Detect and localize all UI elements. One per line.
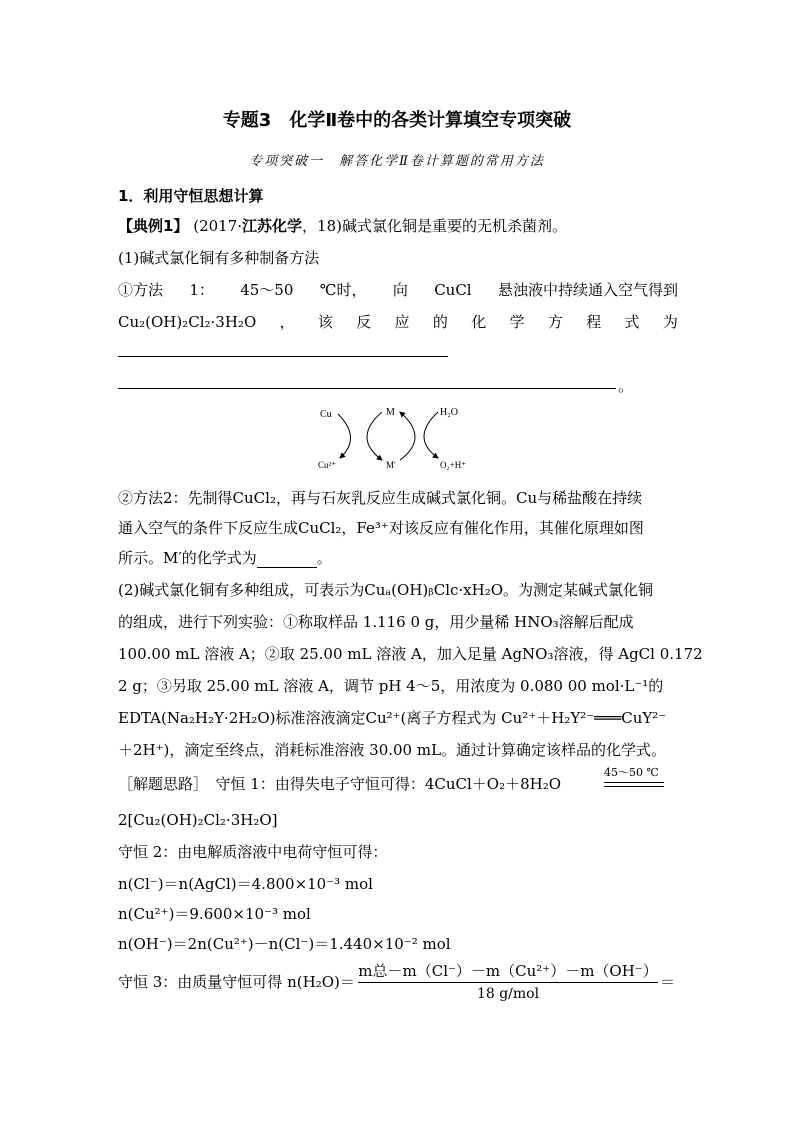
example-source-bold: 江苏化学: [242, 217, 303, 235]
method1-word: 向: [392, 281, 408, 299]
q2-line-2: 的组成，进行下列实验：①称取样品 1.116 0 g，用少量稀 HNO₃溶解后配成: [118, 613, 634, 631]
method1-word: ，: [279, 313, 295, 331]
n-cu: n(Cu²⁺)＝9.600×10⁻³ mol: [118, 905, 311, 923]
label-o2h: O₂+H⁺: [440, 460, 466, 470]
example-source-post: ，18)碱式氯化铜是重要的无机杀菌剂。: [302, 217, 567, 235]
method2-line-2: 通入空气的条件下反应生成CuCl₂，Fe³⁺对该反应有催化作用，其催化原理如图: [118, 519, 644, 537]
arrow-cu-to-cu2plus: [338, 414, 351, 458]
method1-word: 应: [394, 313, 410, 331]
method1-word: 该: [317, 313, 333, 331]
n-h2o: n(H₂O)＝: [287, 973, 355, 991]
label-h2o: H₂O: [440, 407, 458, 418]
reaction-condition: 45～50 ℃: [604, 766, 659, 779]
fraction-numerator: m总－m（Cl⁻）－m（Cu²⁺）－m（OH⁻）: [358, 962, 658, 980]
method1-word: 的: [432, 313, 448, 331]
method1-word: 1：: [189, 281, 214, 299]
label-cu: Cu: [320, 409, 332, 420]
method1-word: 为: [662, 313, 678, 331]
method1-word: 学: [509, 313, 525, 331]
fraction: [358, 960, 658, 1006]
method2-end: 。: [316, 549, 332, 567]
shouheng-2: 守恒 2：由电解质溶液中电荷守恒可得：: [118, 843, 388, 861]
method2-line-3: [118, 548, 678, 568]
answer-blank-line-1[interactable]: [118, 356, 448, 357]
method1-word: 悬浊液中持续通入空气得到: [497, 281, 678, 299]
method1-word: 化: [471, 313, 487, 331]
label-mprime: M′: [386, 460, 396, 470]
example-line: [118, 216, 678, 236]
method1-word: ①方法: [118, 281, 164, 299]
method1-line-2: [118, 312, 678, 332]
fraction-denominator: 18 g/mol: [476, 986, 540, 1002]
period: 。: [618, 377, 634, 395]
equals-sign: [604, 782, 664, 787]
solution-tag: ［解题思路］: [118, 775, 201, 793]
method1-word: 45～50: [240, 281, 294, 299]
solution-text: 守恒 1：由得失电子守恒可得：4CuCl＋O₂＋8H₂O: [215, 775, 562, 793]
label-m: M: [386, 407, 395, 418]
catalysis-diagram: [310, 400, 490, 478]
q2-line-1: (2)碱式氯化铜有多种组成，可表示为Cuₐ(OH)ᵦClc·xH₂O。为测定某碱式氯化铜: [118, 581, 654, 599]
section-subtitle: 专项突破一 解答化学Ⅱ卷计算题的常用方法: [249, 154, 545, 169]
method1-word: 程: [586, 313, 602, 331]
shouheng-3: [118, 972, 358, 992]
method1-word: ℃时，: [319, 281, 367, 299]
page-title: 专题3 化学Ⅱ卷中的各类计算填空专项突破: [222, 110, 572, 131]
n-cl: n(Cl⁻)＝n(AgCl)＝4.800×10⁻³ mol: [118, 875, 373, 893]
method1-word: CuCl: [434, 281, 472, 299]
example-source-pre: (2017·: [193, 217, 243, 235]
q2-line-6: ＋2H⁺)，滴定至终点，消耗标准溶液 30.00 mL。通过计算确定该样品的化学式。: [118, 741, 667, 759]
n-oh: n(OH⁻)＝2n(Cu²⁺)－n(Cl⁻)＝1.440×10⁻² mol: [118, 935, 451, 953]
section-heading: 1．利用守恒思想计算: [118, 187, 264, 205]
method1-word: 式: [624, 313, 640, 331]
method1-word: 方: [547, 313, 563, 331]
method2-line-1: ②方法2：先制得CuCl₂，再与石灰乳反应生成碱式氯化铜。Cu与稀盐酸在持续: [118, 489, 643, 507]
q2-line-3: 100.00 mL 溶液 A；②取 25.00 mL 溶液 A，加入足量 AgNO₃溶液，得 AgCl 0.172: [118, 645, 703, 663]
method1-word: 反: [356, 313, 372, 331]
label-cu2plus: Cu²⁺: [318, 460, 336, 470]
method1-word: Cu₂(OH)₂Cl₂·3H₂O: [118, 313, 257, 331]
equals: ＝: [660, 973, 676, 991]
method2-text: 所示。M′的化学式为: [118, 549, 257, 567]
shouheng-3-text: 守恒 3：由质量守恒可得: [118, 973, 283, 991]
arrow-m-to-mprime: [367, 412, 382, 460]
arrow-h2o-to-o2h: [424, 412, 438, 458]
answer-blank-line-2[interactable]: [118, 388, 616, 389]
solution-line-1: [118, 774, 678, 794]
fraction-bar: [358, 982, 658, 983]
q2-line-5: EDTA(Na₂H₂Y·2H₂O)标准溶液滴定Cu²⁺(离子方程式为 Cu²⁺＋H₂Y²⁻═══CuY²⁻: [118, 709, 667, 727]
answer-blank-mprime[interactable]: [257, 553, 317, 568]
solution-line-1b: 2[Cu₂(OH)₂Cl₂·3H₂O]: [118, 811, 278, 829]
question-1: (1)碱式氯化铜有多种制备方法: [118, 249, 320, 267]
arrow-mprime-to-m: [400, 412, 415, 460]
q2-line-4: 2 g；③另取 25.00 mL 溶液 A，调节 pH 4～5，用浓度为 0.080 00 mol·L⁻¹的: [118, 677, 664, 695]
method1-line: [118, 280, 678, 300]
example-tag: 【典例1】: [118, 217, 189, 235]
